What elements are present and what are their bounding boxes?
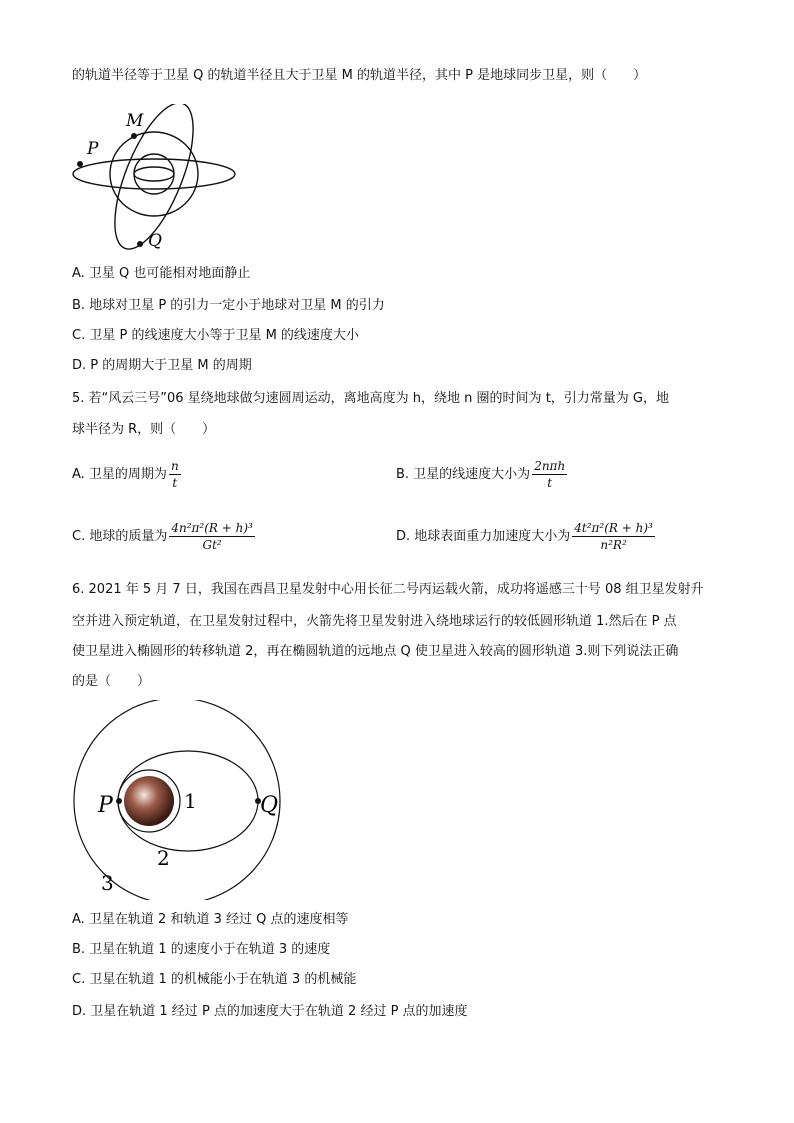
q6-label-orbit2: 2 xyxy=(157,846,170,870)
q6-option-d: D. 卫星在轨道 1 经过 P 点的加速度大于在轨道 2 经过 P 点的加速度 xyxy=(72,1004,468,1019)
q5-option-b-text: B. 卫星的线速度大小为 xyxy=(396,467,531,482)
q6-option-b: B. 卫星在轨道 1 的速度小于在轨道 3 的速度 xyxy=(72,942,331,957)
q6-stem-line2: 空并进入预定轨道，在卫星发射过程中，火箭先将卫星发射进入绕地球运行的较低圆形轨道 1.然后在 P 点 xyxy=(72,614,677,629)
q4-satellite-m xyxy=(131,133,137,139)
q5-option-d-text: D. 地球表面重力加速度大小为 xyxy=(396,529,571,544)
q6-label-p: P xyxy=(98,793,113,818)
q5-option-a-numerator: n xyxy=(170,459,179,473)
q5-option-c-text: C. 地球的质量为 xyxy=(72,529,168,544)
q4-earth xyxy=(134,154,174,194)
q6-point-p xyxy=(116,798,122,804)
q4-label-p: P xyxy=(87,139,99,159)
q6-label-q: Q xyxy=(260,793,279,818)
q6-earth xyxy=(124,776,174,826)
q6-label-orbit3: 3 xyxy=(101,871,114,895)
q5-stem-line2: 球半径为 R，则（ ） xyxy=(72,422,216,437)
q4-equatorial-orbit xyxy=(73,159,235,189)
q4-label-m: M xyxy=(126,111,144,131)
q5-option-b xyxy=(396,458,569,491)
q5-option-d-numerator: 4t²π²(R + h)³ xyxy=(574,521,653,535)
q6-stem-line4: 的是（ ） xyxy=(72,674,151,689)
q5-option-a xyxy=(72,458,183,491)
q5-option-b-denominator: t xyxy=(547,476,553,490)
q5-option-b-numerator: 2nπh xyxy=(534,459,566,473)
q4-option-b: B. 地球对卫星 P 的引力一定小于地球对卫星 M 的引力 xyxy=(72,298,385,313)
q4-orbit-figure xyxy=(68,104,240,254)
q5-option-c xyxy=(72,520,257,553)
q5-option-c-numerator: 4n²π²(R + h)³ xyxy=(171,521,253,535)
q5-option-a-text: A. 卫星的周期为 xyxy=(72,467,167,482)
q6-option-a: A. 卫星在轨道 2 和轨道 3 经过 Q 点的速度相等 xyxy=(72,912,349,927)
q4-label-q: Q xyxy=(148,231,162,251)
q5-option-a-fraction xyxy=(169,458,181,491)
q4-satellite-q xyxy=(137,241,143,247)
q4-option-d: D. P 的周期大于卫星 M 的周期 xyxy=(72,358,252,373)
q5-option-c-fraction xyxy=(169,520,255,553)
q4-satellite-p xyxy=(77,161,83,167)
q6-stem-line3: 使卫星进入椭圆形的转移轨道 2，再在椭圆轨道的远地点 Q 使卫星进入较高的圆形轨道 3.则下列说法正确 xyxy=(72,644,679,659)
q5-option-d-fraction xyxy=(572,520,655,553)
q6-option-c: C. 卫星在轨道 1 的机械能小于在轨道 3 的机械能 xyxy=(72,972,357,987)
q5-option-d xyxy=(396,520,657,553)
q5-option-a-denominator: t xyxy=(172,476,178,490)
q4-option-c: C. 卫星 P 的线速度大小等于卫星 M 的线速度大小 xyxy=(72,328,359,343)
q5-option-c-denominator: Gt² xyxy=(202,538,222,552)
q4-stem-tail: 的轨道半径等于卫星 Q 的轨道半径且大于卫星 M 的轨道半径，其中 P 是地球同步卫星，则（ ） xyxy=(72,68,647,83)
q5-option-d-denominator: n²R² xyxy=(600,538,627,552)
q6-label-orbit1: 1 xyxy=(184,789,197,813)
q4-earth-equator xyxy=(134,167,174,181)
q5-option-b-fraction xyxy=(532,458,567,491)
q5-stem-line1: 5. 若“风云三号”06 星绕地球做匀速圆周运动，离地高度为 h，绕地 n 圈的时间为 t，引力常量为 G，地 xyxy=(72,391,669,406)
q6-stem-line1: 6. 2021 年 5 月 7 日，我国在西昌卫星发射中心用长征二号丙运载火箭，成功将遥感三十号 08 组卫星发射升 xyxy=(72,582,704,597)
q4-option-a: A. 卫星 Q 也可能相对地面静止 xyxy=(72,266,251,281)
q6-orbit-figure xyxy=(68,700,288,900)
